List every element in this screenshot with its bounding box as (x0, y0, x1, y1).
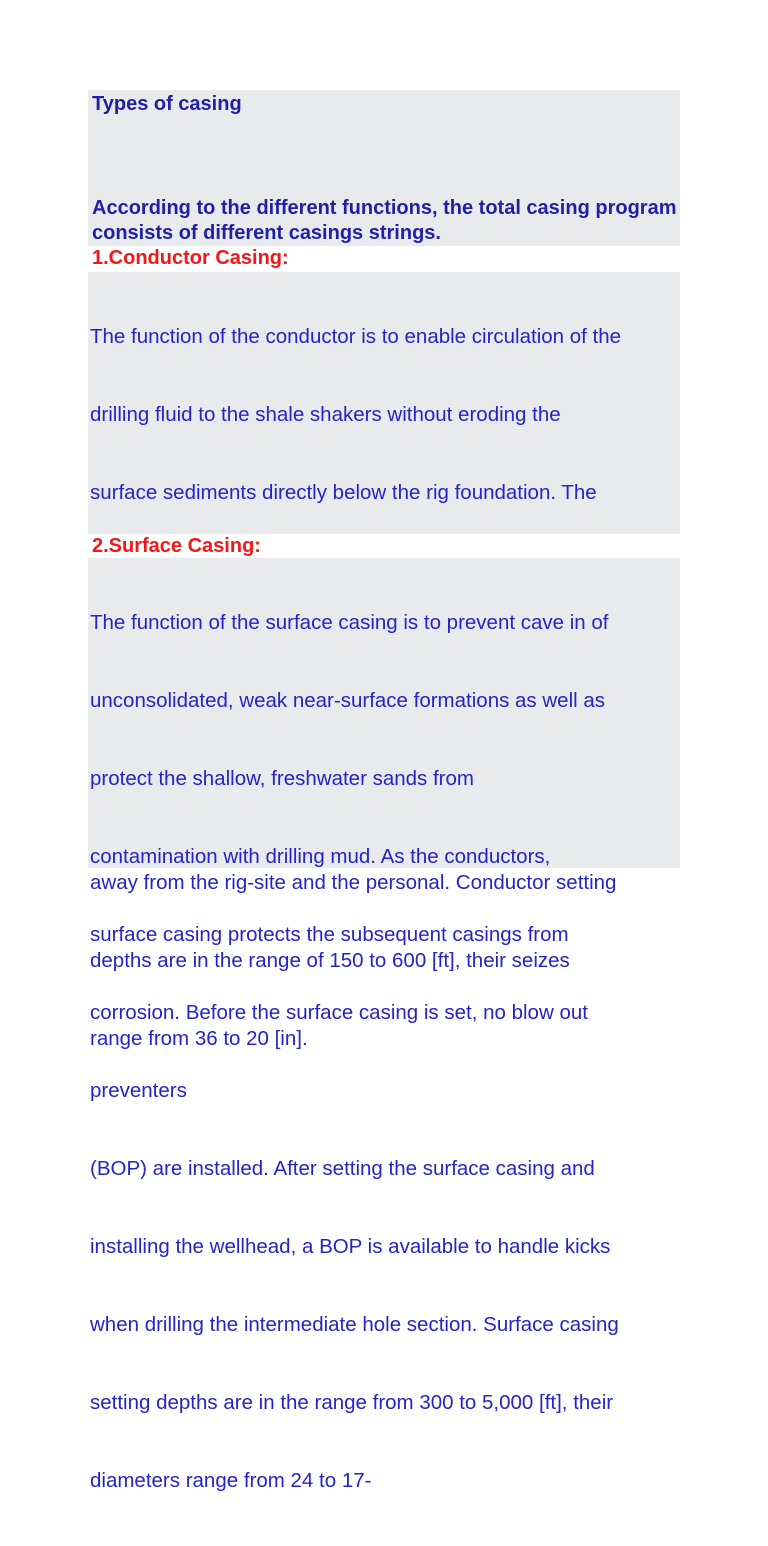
section-heading-surface-casing: 2.Surface Casing: (92, 535, 261, 557)
section-heading-conductor-casing: 1.Conductor Casing: (92, 247, 289, 269)
paragraph-line: diameters range from 24 to 17- (90, 1469, 372, 1492)
paragraph-line: (BOP) are installed. After setting the surface casing and (90, 1157, 595, 1180)
paragraph-line: contamination with drilling mud. As the conductors, (90, 845, 551, 868)
paragraph-line: range from 36 to 20 [in]. (90, 1027, 308, 1050)
paragraph-line: The function of the conductor is to enable circulation of the (90, 325, 622, 348)
paragraph-line: protect the shallow, freshwater sands from (90, 767, 474, 790)
title-block (88, 90, 680, 246)
paragraph-line: unconsolidated, weak near-surface formations as well as (90, 689, 606, 712)
paragraph-line: installing the wellhead, a BOP is available to handle kicks (90, 1235, 611, 1258)
intro-paragraph: According to the different functions, the total casing program consists of different casings strings. (92, 197, 677, 244)
paragraph-line: corrosion. Before the surface casing is set, no blow out (90, 1001, 588, 1024)
paragraph-line: depths are in the range of 150 to 600 [ft], their seizes (90, 949, 570, 972)
surface-casing-paragraph (90, 558, 619, 1546)
paragraph-line: away from the rig-site and the personal. Conductor setting (90, 871, 617, 894)
paragraph-line: preventers (90, 1079, 187, 1102)
paragraph-line: The function of the surface casing is to prevent cave in of (90, 611, 609, 634)
document-title: Types of casing (92, 93, 242, 115)
paragraph-line: drilling fluid to the shale shakers without eroding the (90, 403, 561, 426)
paragraph-line: surface sediments directly below the rig foundation. The (90, 481, 597, 504)
paragraph-line: surface casing protects the subsequent casings from (90, 923, 569, 946)
paragraph-line: setting depths are in the range from 300 to 5,000 [ft], their (90, 1391, 614, 1414)
paragraph-line: when drilling the intermediate hole section. Surface casing (90, 1313, 619, 1336)
